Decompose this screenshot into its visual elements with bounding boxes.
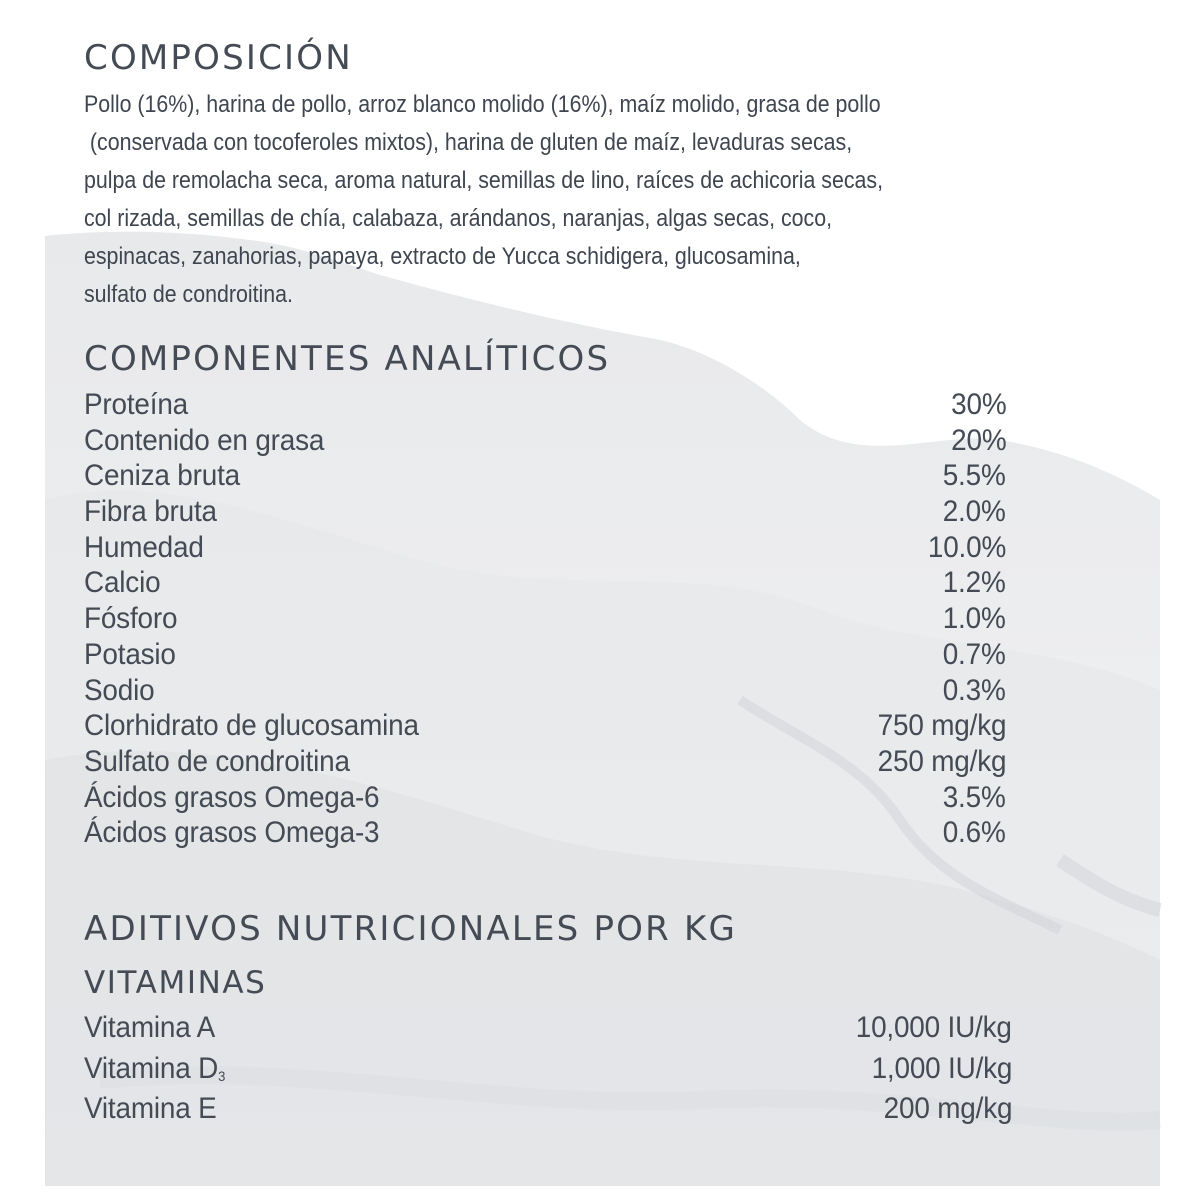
row-label: Humedad (84, 530, 204, 564)
composition-line: pulpa de remolacha seca, aroma natural, semillas de lino, raíces de achicoria secas, (84, 167, 884, 194)
composition-line: (conservada con tocoferoles mixtos), harina de gluten de maíz, levaduras secas, (84, 129, 853, 156)
analytical-table (84, 387, 1006, 851)
table-row (84, 744, 1006, 780)
table-row (84, 673, 1006, 709)
row-label: Vitamina E (84, 1092, 217, 1125)
row-label-subscript: 3 (218, 1067, 226, 1084)
composition-text (84, 86, 1045, 314)
row-label: Clorhidrato de glucosamina (84, 709, 419, 743)
composition-line: sulfato de condroitina. (84, 281, 293, 308)
row-label: Contenido en grasa (84, 423, 325, 457)
vitamins-table (84, 1008, 1012, 1130)
row-label: Fibra bruta (84, 495, 217, 529)
row-value: 20% (950, 423, 1006, 457)
table-row (84, 601, 1006, 637)
composition-line: espinacas, zanahorias, papaya, extracto de Yucca schidigera, glucosamina, (84, 243, 801, 270)
row-label: Ácidos grasos Omega-3 (84, 816, 380, 850)
row-label: Vitamina A (84, 1011, 216, 1044)
row-value: 200 mg/kg (883, 1092, 1012, 1125)
row-value: 0.3% (943, 673, 1006, 707)
row-value: 1,000 IU/kg (871, 1051, 1012, 1085)
row-value: 5.5% (943, 459, 1006, 493)
row-value: 250 mg/kg (877, 744, 1006, 778)
row-value: 1.2% (943, 566, 1006, 600)
table-row (84, 565, 1006, 601)
additives-heading: ADITIVOS NUTRICIONALES POR KG (84, 909, 737, 949)
table-row (84, 1049, 1012, 1090)
table-row (84, 458, 1006, 494)
row-label: Calcio (84, 566, 161, 600)
row-value: 30% (950, 388, 1006, 421)
analytical-heading: COMPONENTES ANALÍTICOS (84, 339, 611, 379)
row-value: 0.7% (943, 637, 1006, 671)
row-label: Sodio (84, 673, 155, 707)
row-label: Fósforo (84, 602, 178, 636)
table-row (84, 530, 1006, 566)
vitamins-heading: VITAMINAS (84, 965, 267, 1001)
row-value: 0.6% (943, 816, 1006, 850)
row-label: Potasio (84, 637, 176, 671)
row-value: 750 mg/kg (877, 709, 1006, 743)
row-label: Sulfato de condroitina (84, 744, 350, 778)
table-row (84, 815, 1006, 851)
table-row (84, 637, 1006, 673)
row-value: 1.0% (943, 602, 1006, 636)
table-row (84, 780, 1006, 816)
composition-heading: COMPOSICIÓN (84, 38, 353, 78)
row-label: Proteína (84, 388, 188, 421)
table-row (84, 387, 1006, 423)
table-row (84, 494, 1006, 530)
row-value: 10.0% (927, 530, 1006, 564)
row-label: Ácidos grasos Omega-6 (84, 780, 380, 814)
table-row (84, 1008, 1012, 1049)
row-label: Vitamina $D_3$ (84, 1051, 226, 1085)
row-value: 3.5% (943, 780, 1006, 814)
table-row (84, 708, 1006, 744)
table-row (84, 423, 1006, 459)
row-value: 2.0% (943, 495, 1006, 529)
composition-line: Pollo (16%), harina de pollo, arroz blanco molido (16%), maíz molido, grasa de pollo (84, 91, 881, 118)
row-value: 10,000 IU/kg (856, 1011, 1012, 1044)
composition-line: col rizada, semillas de chía, calabaza, arándanos, naranjas, algas secas, coco, (84, 205, 833, 232)
row-label: Ceniza bruta (84, 459, 240, 493)
